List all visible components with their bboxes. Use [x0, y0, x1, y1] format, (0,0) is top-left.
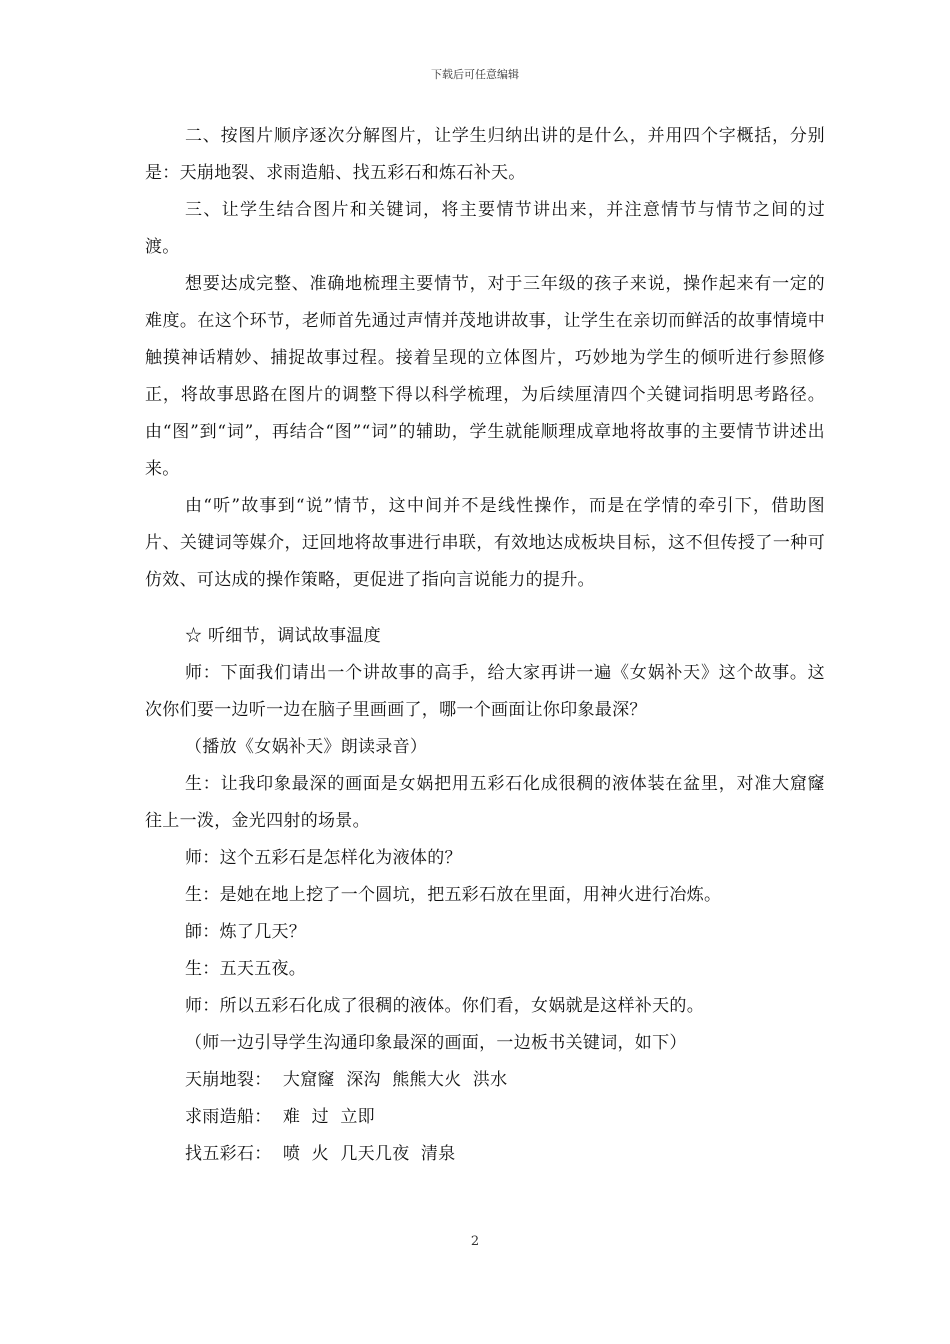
- dialogue-line: 师：这个五彩石是怎样化为液体的？: [185, 848, 462, 868]
- paragraph: 想要达成完整、准确地梳理主要情节，对于三年级的孩子来说，操作起来有一定的难度。在这个环节，老师首先通过声情并茂地讲故事，让学生在亲切而鲜活的故事情境中触摸神话精妙、捕捉故事过程。接着呈现的立体图片，巧妙地为学生的倾听进行参照修正，将故事思路在图片的调整下得以科学梳理，为后续厘清四个关键词指明思考路径。由“图”到“词”，再结合“图”“词”的辅助，学生就能顺理成章地将故事的主要情节讲述出来。: [145, 274, 825, 479]
- keyword-line: 求雨造船： 难 过 立即: [185, 1107, 375, 1127]
- paragraph: 由“听”故事到“说”情节，这中间并不是线性操作，而是在学情的牵引下，借助图片、关键词等媒介，迂回地将故事进行串联，有效地达成板块目标，这不但传授了一种可仿效、可达成的操作策略，更促进了指向言说能力的提升。: [145, 496, 825, 590]
- dialogue-line: 师：所以五彩石化成了很稠的液体。你们看，女娲就是这样补天的。: [185, 996, 704, 1016]
- page-header: 下载后可任意编辑: [431, 68, 519, 81]
- keyword-line: 天崩地裂： 大窟窿 深沟 熊熊大火 洪水: [185, 1070, 508, 1090]
- dialogue-line: 生：让我印象最深的画面是女娲把用五彩石化成很稠的液体装在盆里，对准大窟窿往上一泼，金光四射的场景。: [145, 774, 825, 831]
- stage-direction: （师一边引导学生沟通印象最深的画面，一边板书关键词，如下）: [185, 1033, 687, 1053]
- paragraph: 二、按图片顺序逐次分解图片，让学生归纳出讲的是什么，并用四个字概括，分别是：天崩地裂、求雨造船、找五彩石和炼石补天。: [145, 126, 825, 183]
- document-body: [145, 118, 825, 1173]
- keyword-line: 找五彩石： 喷 火 几天几夜 清泉: [185, 1144, 456, 1164]
- dialogue-line: 生：五天五夜。: [185, 959, 307, 979]
- dialogue-line: 生：是她在地上挖了一个圆坑，把五彩石放在里面，用神火进行冶炼。: [185, 885, 722, 905]
- stage-direction: （播放《女娲补天》朗读录音）: [185, 737, 428, 757]
- dialogue-line: 师：下面我们请出一个讲故事的高手，给大家再讲一遍《女娲补天》这个故事。这次你们要一边听一边在脑子里画画了，哪一个画面让你印象最深？: [145, 663, 825, 720]
- paragraph: 三、让学生结合图片和关键词，将主要情节讲出来，并注意情节与情节之间的过渡。: [145, 200, 825, 257]
- section-heading: ☆ 听细节，调试故事温度: [185, 626, 382, 646]
- page-number: 2: [470, 1234, 480, 1249]
- dialogue-line: 師：炼了几天？: [185, 922, 307, 942]
